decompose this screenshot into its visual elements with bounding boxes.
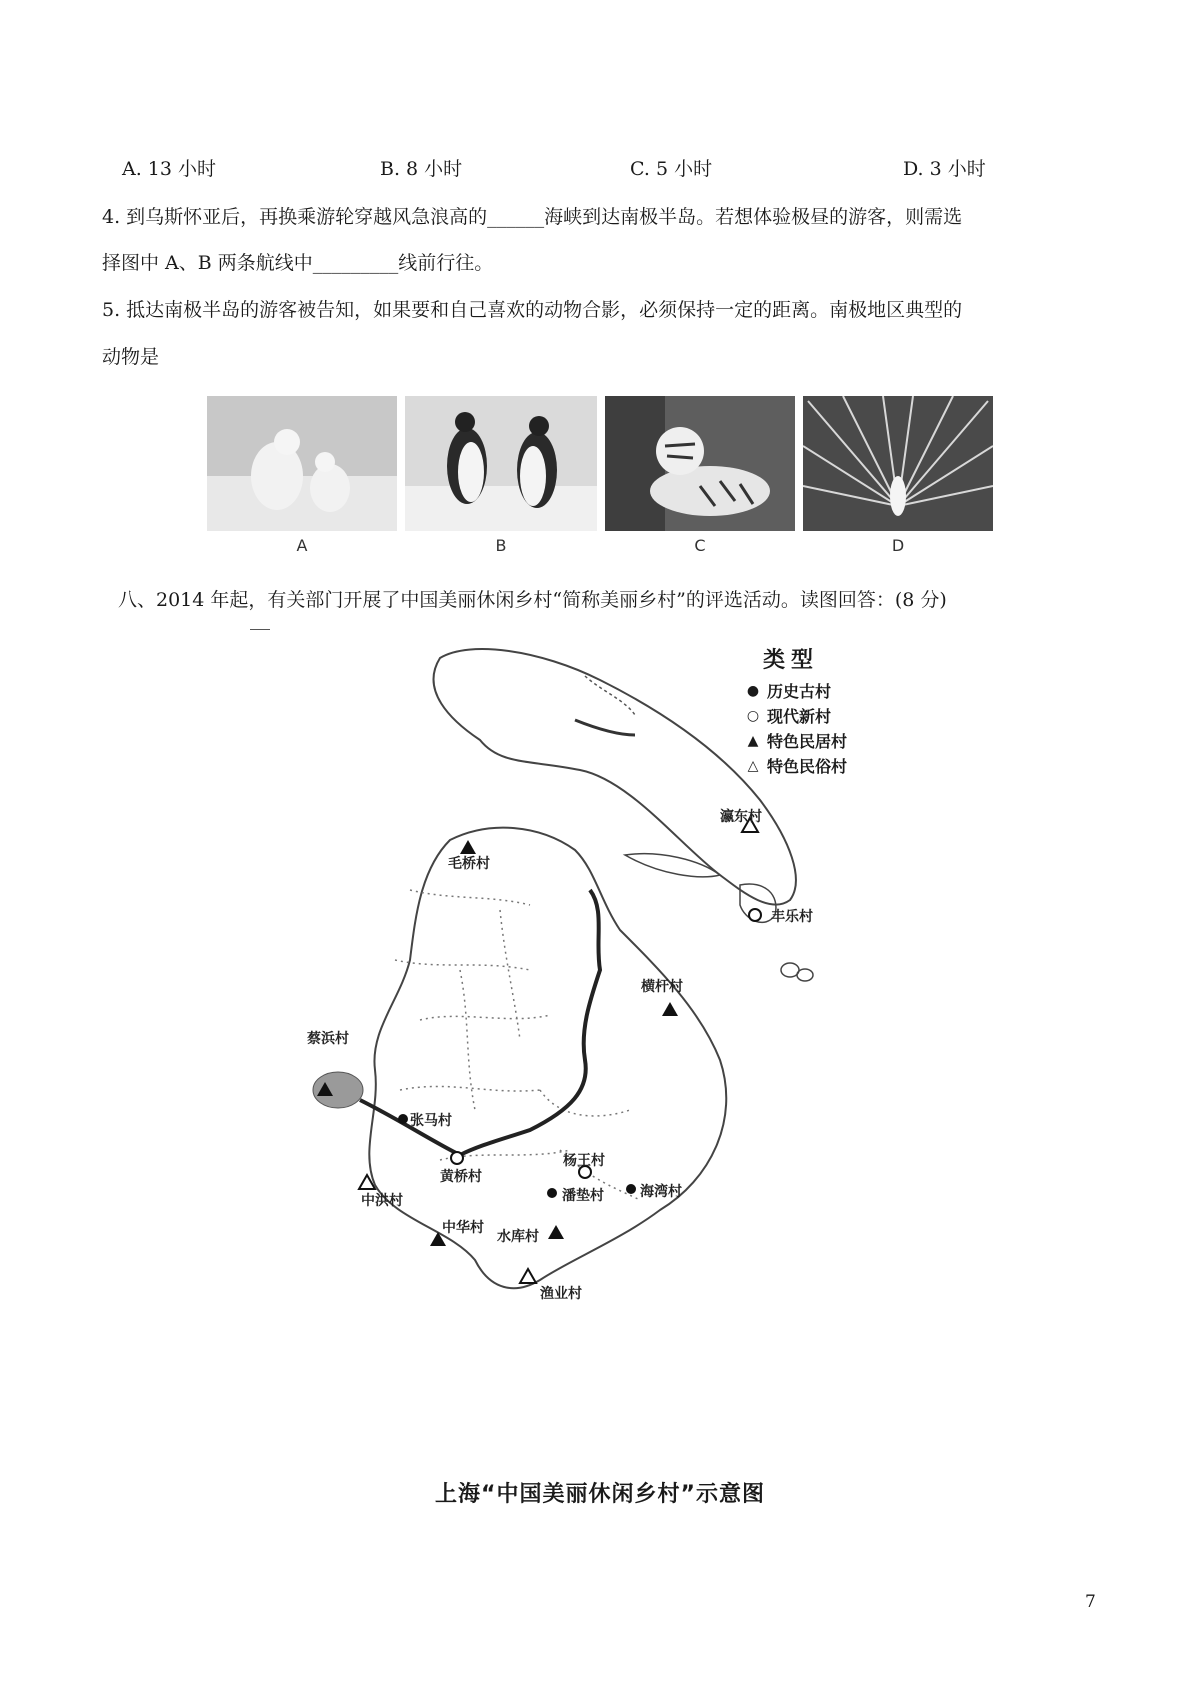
option-b: B. 8 小时: [380, 158, 463, 180]
marker-haiwan: [626, 1184, 636, 1194]
photo-white-tiger: [605, 396, 795, 531]
hollow-circle-icon: ○: [746, 707, 760, 724]
label-zhangma: 张马村: [410, 1113, 452, 1129]
photo-label-b: B: [495, 536, 507, 555]
question-5-line-1: 5. 抵达南极半岛的游客被告知，如果要和自己喜欢的动物合影，必须保持一定的距离。南极地区典型的: [102, 299, 963, 321]
filled-circle-icon: ●: [746, 682, 760, 699]
photo-label-a: A: [296, 536, 308, 555]
photo-label-d: D: [891, 536, 905, 555]
label-fengle: 丰乐村: [771, 909, 813, 925]
question-4-line-1: 4. 到乌斯怀亚后，再换乘游轮穿越风急浪高的______海峡到达南极半岛。若想体验极昼的游客，则需选: [102, 206, 963, 228]
marker-yuye: [520, 1269, 536, 1283]
legend-row-dwelling: [745, 728, 847, 753]
mainland-outline: [369, 828, 726, 1289]
legend-label: 历史古村: [767, 682, 832, 701]
label-yangwang: 杨王村: [563, 1153, 605, 1169]
marker-shuiku: [548, 1225, 564, 1239]
marker-panjing: [547, 1188, 557, 1198]
option-a: A. 13 小时: [122, 158, 217, 180]
photo-polar-bears: [207, 396, 397, 531]
legend-row-folk: [745, 753, 847, 778]
photo-label-c: C: [694, 536, 706, 555]
marker-fengle: [749, 909, 761, 921]
filled-triangle-icon: ▲: [747, 732, 759, 749]
label-haiwan: 海湾村: [640, 1184, 682, 1200]
legend-label: 特色民俗村: [767, 757, 848, 776]
animal-photos: [207, 396, 1013, 560]
option-d: D. 3 小时: [903, 158, 986, 180]
label-zhonghua: 中华村: [442, 1220, 484, 1236]
label-maoqiao: 毛桥村: [448, 856, 490, 872]
legend-row-modern: [745, 703, 847, 728]
label-panjing: 潘垫村: [562, 1188, 604, 1204]
label-zhonghong: 中洪村: [361, 1193, 403, 1209]
photo-penguins: [405, 396, 597, 531]
legend-title: 类型: [763, 648, 820, 673]
marker-huangqiao: [451, 1152, 463, 1164]
huangpu-river: [360, 890, 600, 1155]
label-huangqiao: 黄桥村: [440, 1169, 482, 1185]
label-hengang: 横杆村: [641, 979, 683, 995]
label-yingdong: 瀛东村: [720, 809, 762, 825]
legend-label: 特色民居村: [767, 732, 848, 751]
stray-dash: [250, 629, 270, 630]
hollow-triangle-icon: △: [747, 757, 759, 774]
label-yuye: 渔业村: [540, 1286, 582, 1302]
option-c: C. 5 小时: [630, 158, 713, 180]
marker-hengang: [662, 1002, 678, 1016]
legend-row-historic: [745, 678, 847, 703]
map-caption: 上海“中国美丽休闲乡村”示意图: [435, 1482, 765, 1507]
label-caibang: 蔡浜村: [307, 1031, 349, 1047]
page-number: 7: [1085, 1592, 1096, 1612]
marker-maoqiao: [460, 840, 476, 854]
changxing-island: [625, 854, 720, 877]
map-legend: [745, 643, 847, 778]
question-4-line-2: 择图中 A、B 两条航线中_________线前行往。: [102, 252, 494, 274]
photo-white-peacock: [803, 396, 993, 531]
label-shuiku: 水库村: [497, 1229, 539, 1245]
section-8-intro: 八、2014 年起，有关部门开展了中国美丽休闲乡村“简称美丽乡村”的评选活动。读图回答：(8 分): [118, 589, 947, 611]
legend-label: 现代新村: [767, 707, 832, 726]
marker-zhangma: [398, 1114, 408, 1124]
question-5-line-2: 动物是: [102, 346, 160, 368]
